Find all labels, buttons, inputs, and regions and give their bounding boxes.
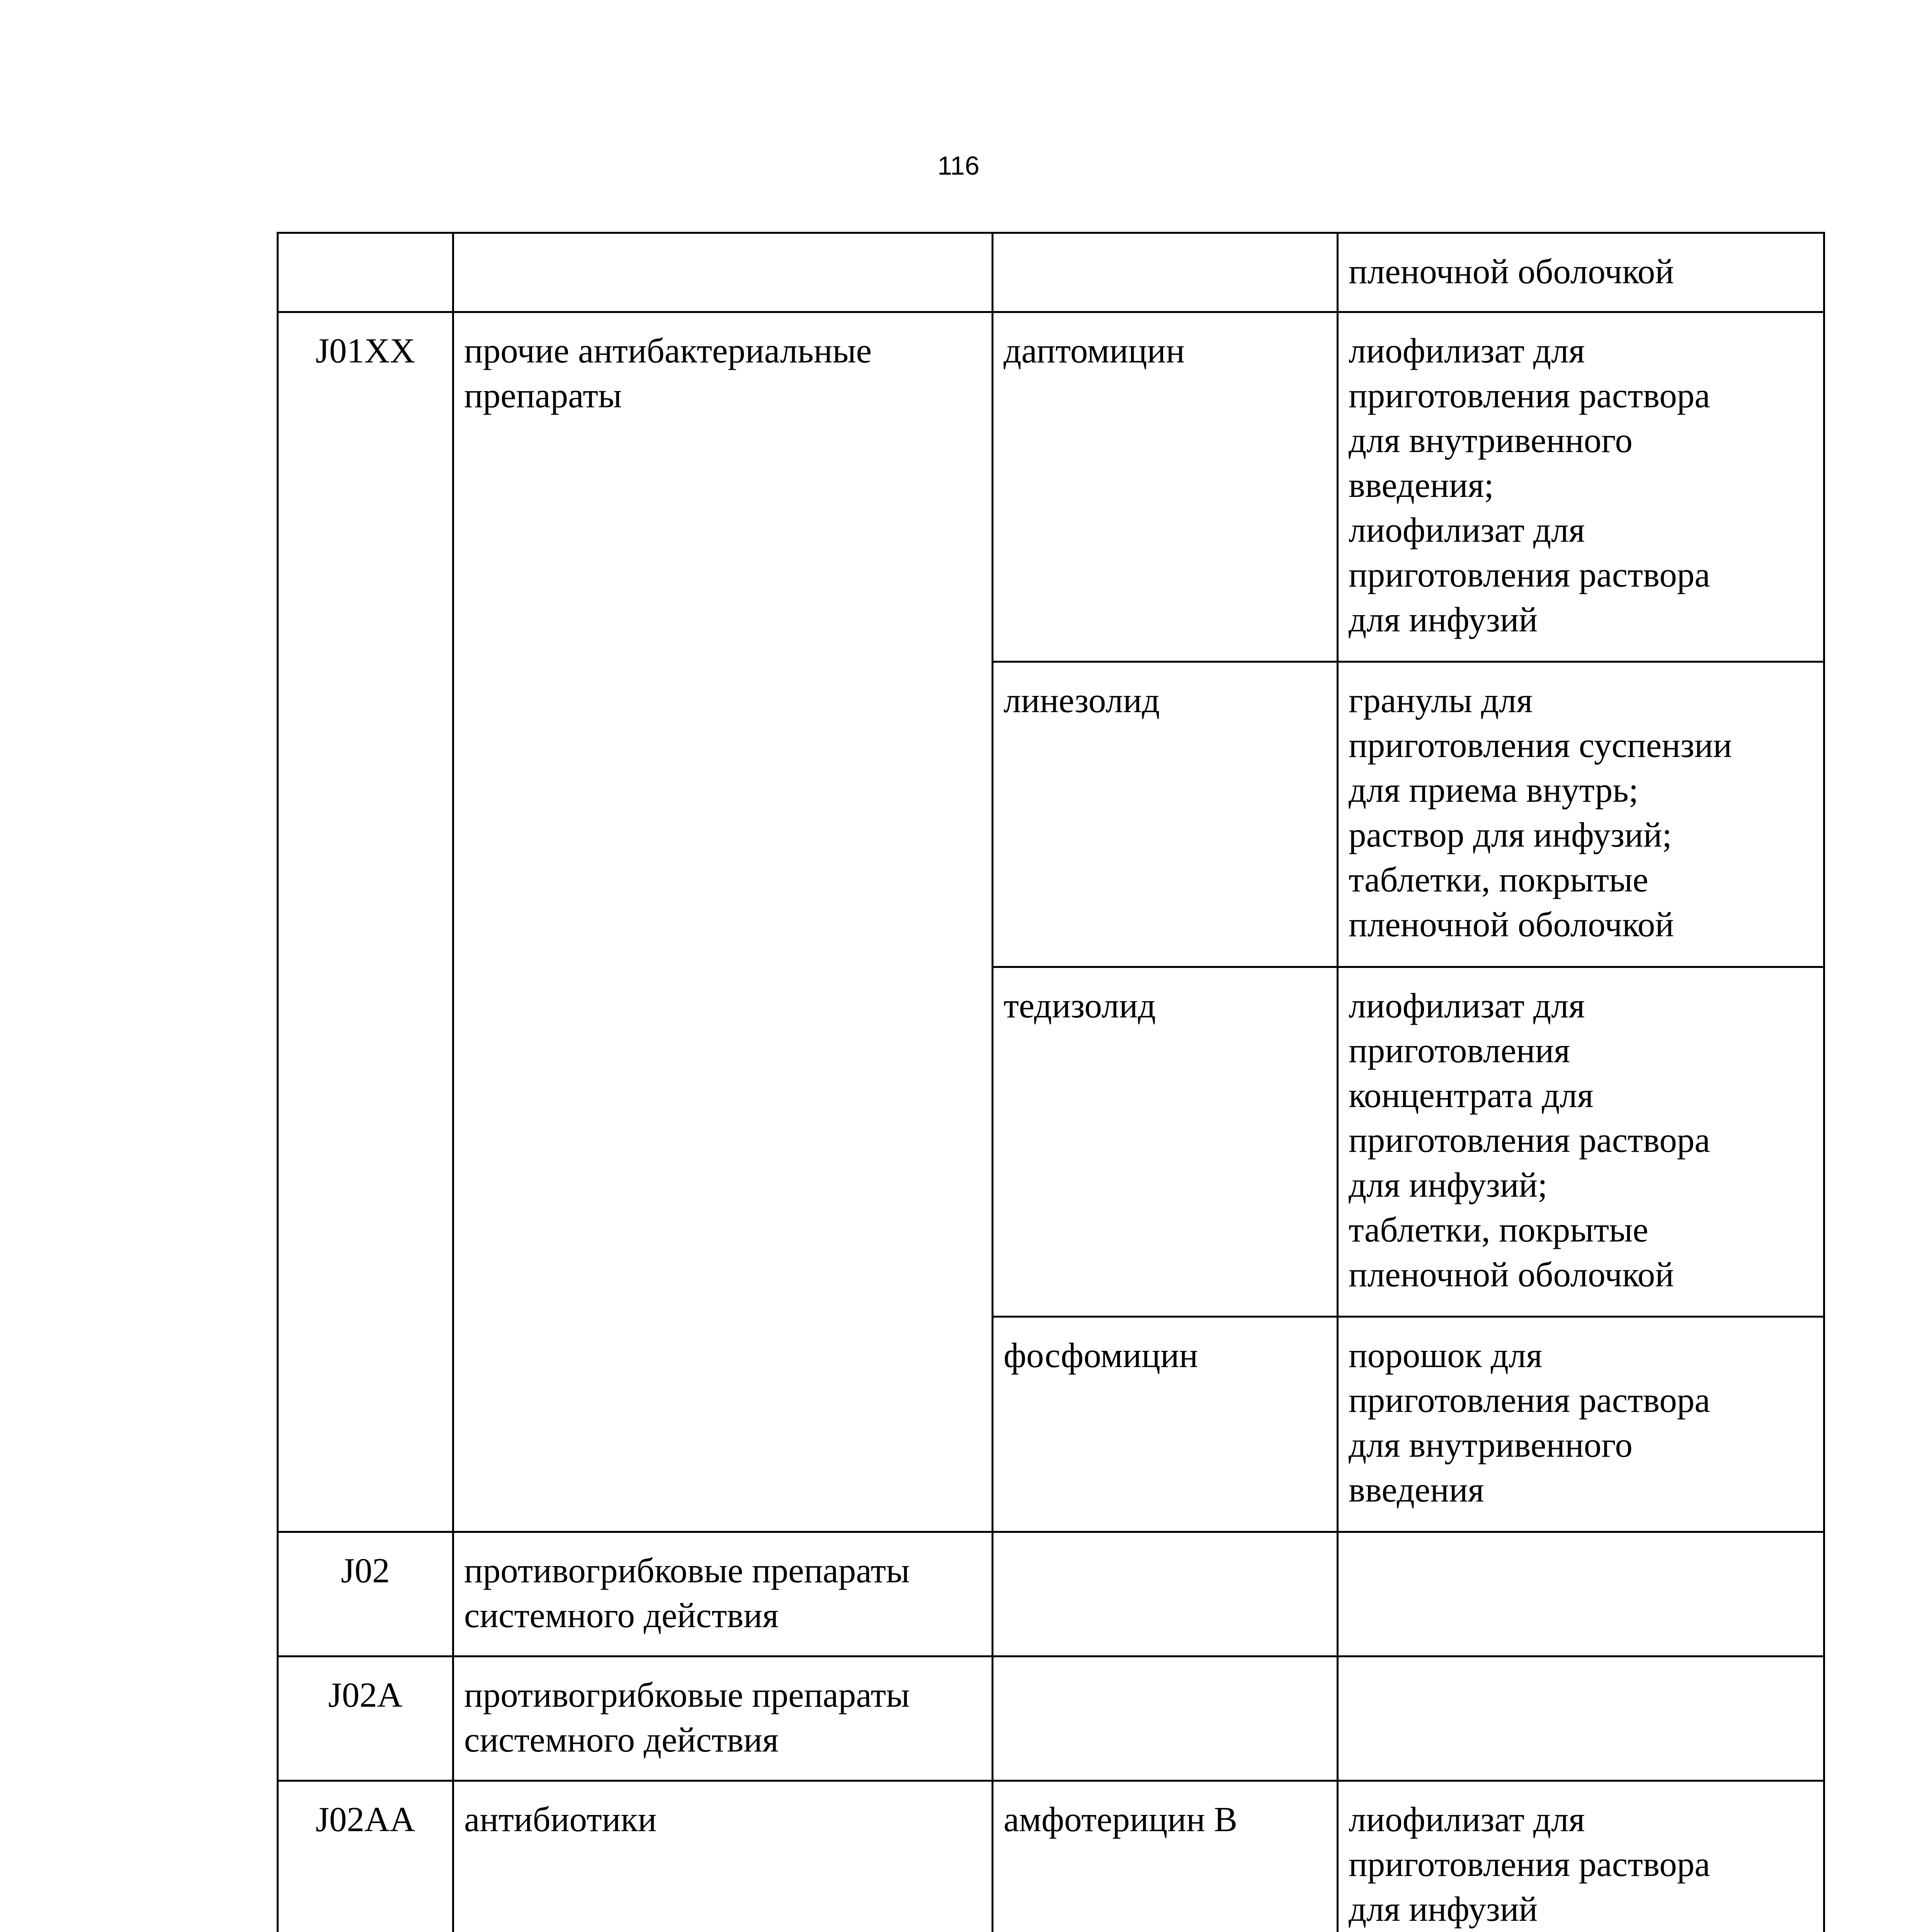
dosage-form-line: лиофилизат для	[1349, 331, 1585, 370]
dosage-form-cell	[1338, 312, 1824, 662]
drug-cell	[993, 967, 1338, 1317]
dosage-form-line: приготовления раствора	[1349, 555, 1710, 594]
dosage-form-line: для внутривенного	[1349, 1425, 1633, 1464]
dosage-form-line: пленочной оболочкой	[1349, 1255, 1674, 1294]
dosage-form-cell	[1338, 1781, 1824, 1932]
group-name-line: препараты	[464, 376, 622, 415]
dosage-form-cell	[1338, 967, 1824, 1317]
dosage-form-cell	[1338, 1317, 1824, 1532]
dosage-form-line: для приема внутрь;	[1349, 770, 1639, 810]
drug-cell	[993, 1532, 1338, 1656]
drug-name: фосфомицин	[1004, 1336, 1198, 1375]
dosage-form-line: таблетки, покрытые	[1349, 860, 1648, 899]
group-name-line: антибиотики	[464, 1800, 657, 1839]
table-row	[278, 1656, 1824, 1781]
group-cell	[453, 1656, 993, 1781]
dosage-form-cell	[1338, 1532, 1824, 1656]
dosage-form-line: приготовления раствора	[1349, 1381, 1710, 1420]
dosage-form-line: приготовления суспензии	[1349, 726, 1732, 765]
atc-code-cell	[278, 1656, 453, 1781]
dosage-form-cell	[1338, 233, 1824, 312]
dosage-form-line: таблетки, покрытые	[1349, 1210, 1648, 1249]
atc-code-cell	[278, 233, 453, 312]
page-number: 116	[937, 151, 980, 180]
dosage-form-line: концентрата для	[1349, 1076, 1594, 1115]
atc-code: J01XX	[315, 331, 415, 370]
drug-name: тедизолид	[1004, 986, 1156, 1025]
dosage-form-line: лиофилизат для	[1349, 1800, 1585, 1839]
dosage-form-line: введения;	[1349, 466, 1494, 505]
dosage-form-cell	[1338, 662, 1824, 967]
dosage-form-line: приготовления	[1349, 1031, 1570, 1070]
group-name-line: системного действия	[464, 1720, 779, 1759]
dosage-form-line: гранулы для	[1349, 681, 1533, 720]
dosage-form-line: для инфузий	[1349, 1889, 1538, 1929]
group-name-line: системного действия	[464, 1596, 779, 1635]
atc-code: J02AA	[315, 1800, 415, 1839]
atc-code: J02	[341, 1551, 390, 1590]
dosage-form-line: раствор для инфузий;	[1349, 815, 1672, 854]
atc-code-cell	[278, 1781, 453, 1932]
drug-cell	[993, 312, 1338, 662]
dosage-form-line: приготовления раствора	[1349, 1845, 1710, 1884]
dosage-form-line: приготовления раствора	[1349, 1121, 1710, 1160]
drug-table	[277, 232, 1825, 1932]
dosage-form-line: порошок для	[1349, 1336, 1543, 1375]
dosage-form-line: лиофилизат для	[1349, 510, 1585, 549]
atc-code-cell	[278, 1532, 453, 1656]
drug-cell	[993, 662, 1338, 967]
drug-name: даптомицин	[1004, 331, 1185, 370]
drug-cell	[993, 1317, 1338, 1532]
drug-cell	[993, 1781, 1338, 1932]
drug-name: линезолид	[1004, 681, 1160, 720]
dosage-form-cell	[1338, 1656, 1824, 1781]
dosage-form-line: пленочной оболочкой	[1349, 905, 1674, 944]
dosage-form-line: для инфузий	[1349, 600, 1538, 639]
dosage-form-line: для внутривенного	[1349, 421, 1633, 460]
group-cell	[453, 1781, 993, 1932]
group-name-line: прочие антибактериальные	[464, 331, 872, 370]
group-name-line: противогрибковые препараты	[464, 1551, 910, 1590]
dosage-form-line: лиофилизат для	[1349, 986, 1585, 1025]
atc-code-cell	[278, 312, 453, 1532]
drug-name: амфотерицин B	[1004, 1800, 1238, 1839]
table-row	[278, 312, 1824, 662]
dosage-form-line: для инфузий;	[1349, 1165, 1548, 1204]
table-row	[278, 1781, 1824, 1932]
table-row	[278, 233, 1824, 312]
dosage-form-line: приготовления раствора	[1349, 376, 1710, 415]
table-row	[278, 1532, 1824, 1656]
drug-cell	[993, 1656, 1338, 1781]
group-cell	[453, 1532, 993, 1656]
dosage-form-line: введения	[1349, 1470, 1484, 1509]
group-cell	[453, 233, 993, 312]
dosage-form-line: пленочной оболочкой	[1349, 252, 1674, 291]
group-name-line: противогрибковые препараты	[464, 1675, 910, 1714]
atc-code: J02A	[328, 1675, 403, 1714]
drug-cell	[993, 233, 1338, 312]
group-cell	[453, 312, 993, 1532]
